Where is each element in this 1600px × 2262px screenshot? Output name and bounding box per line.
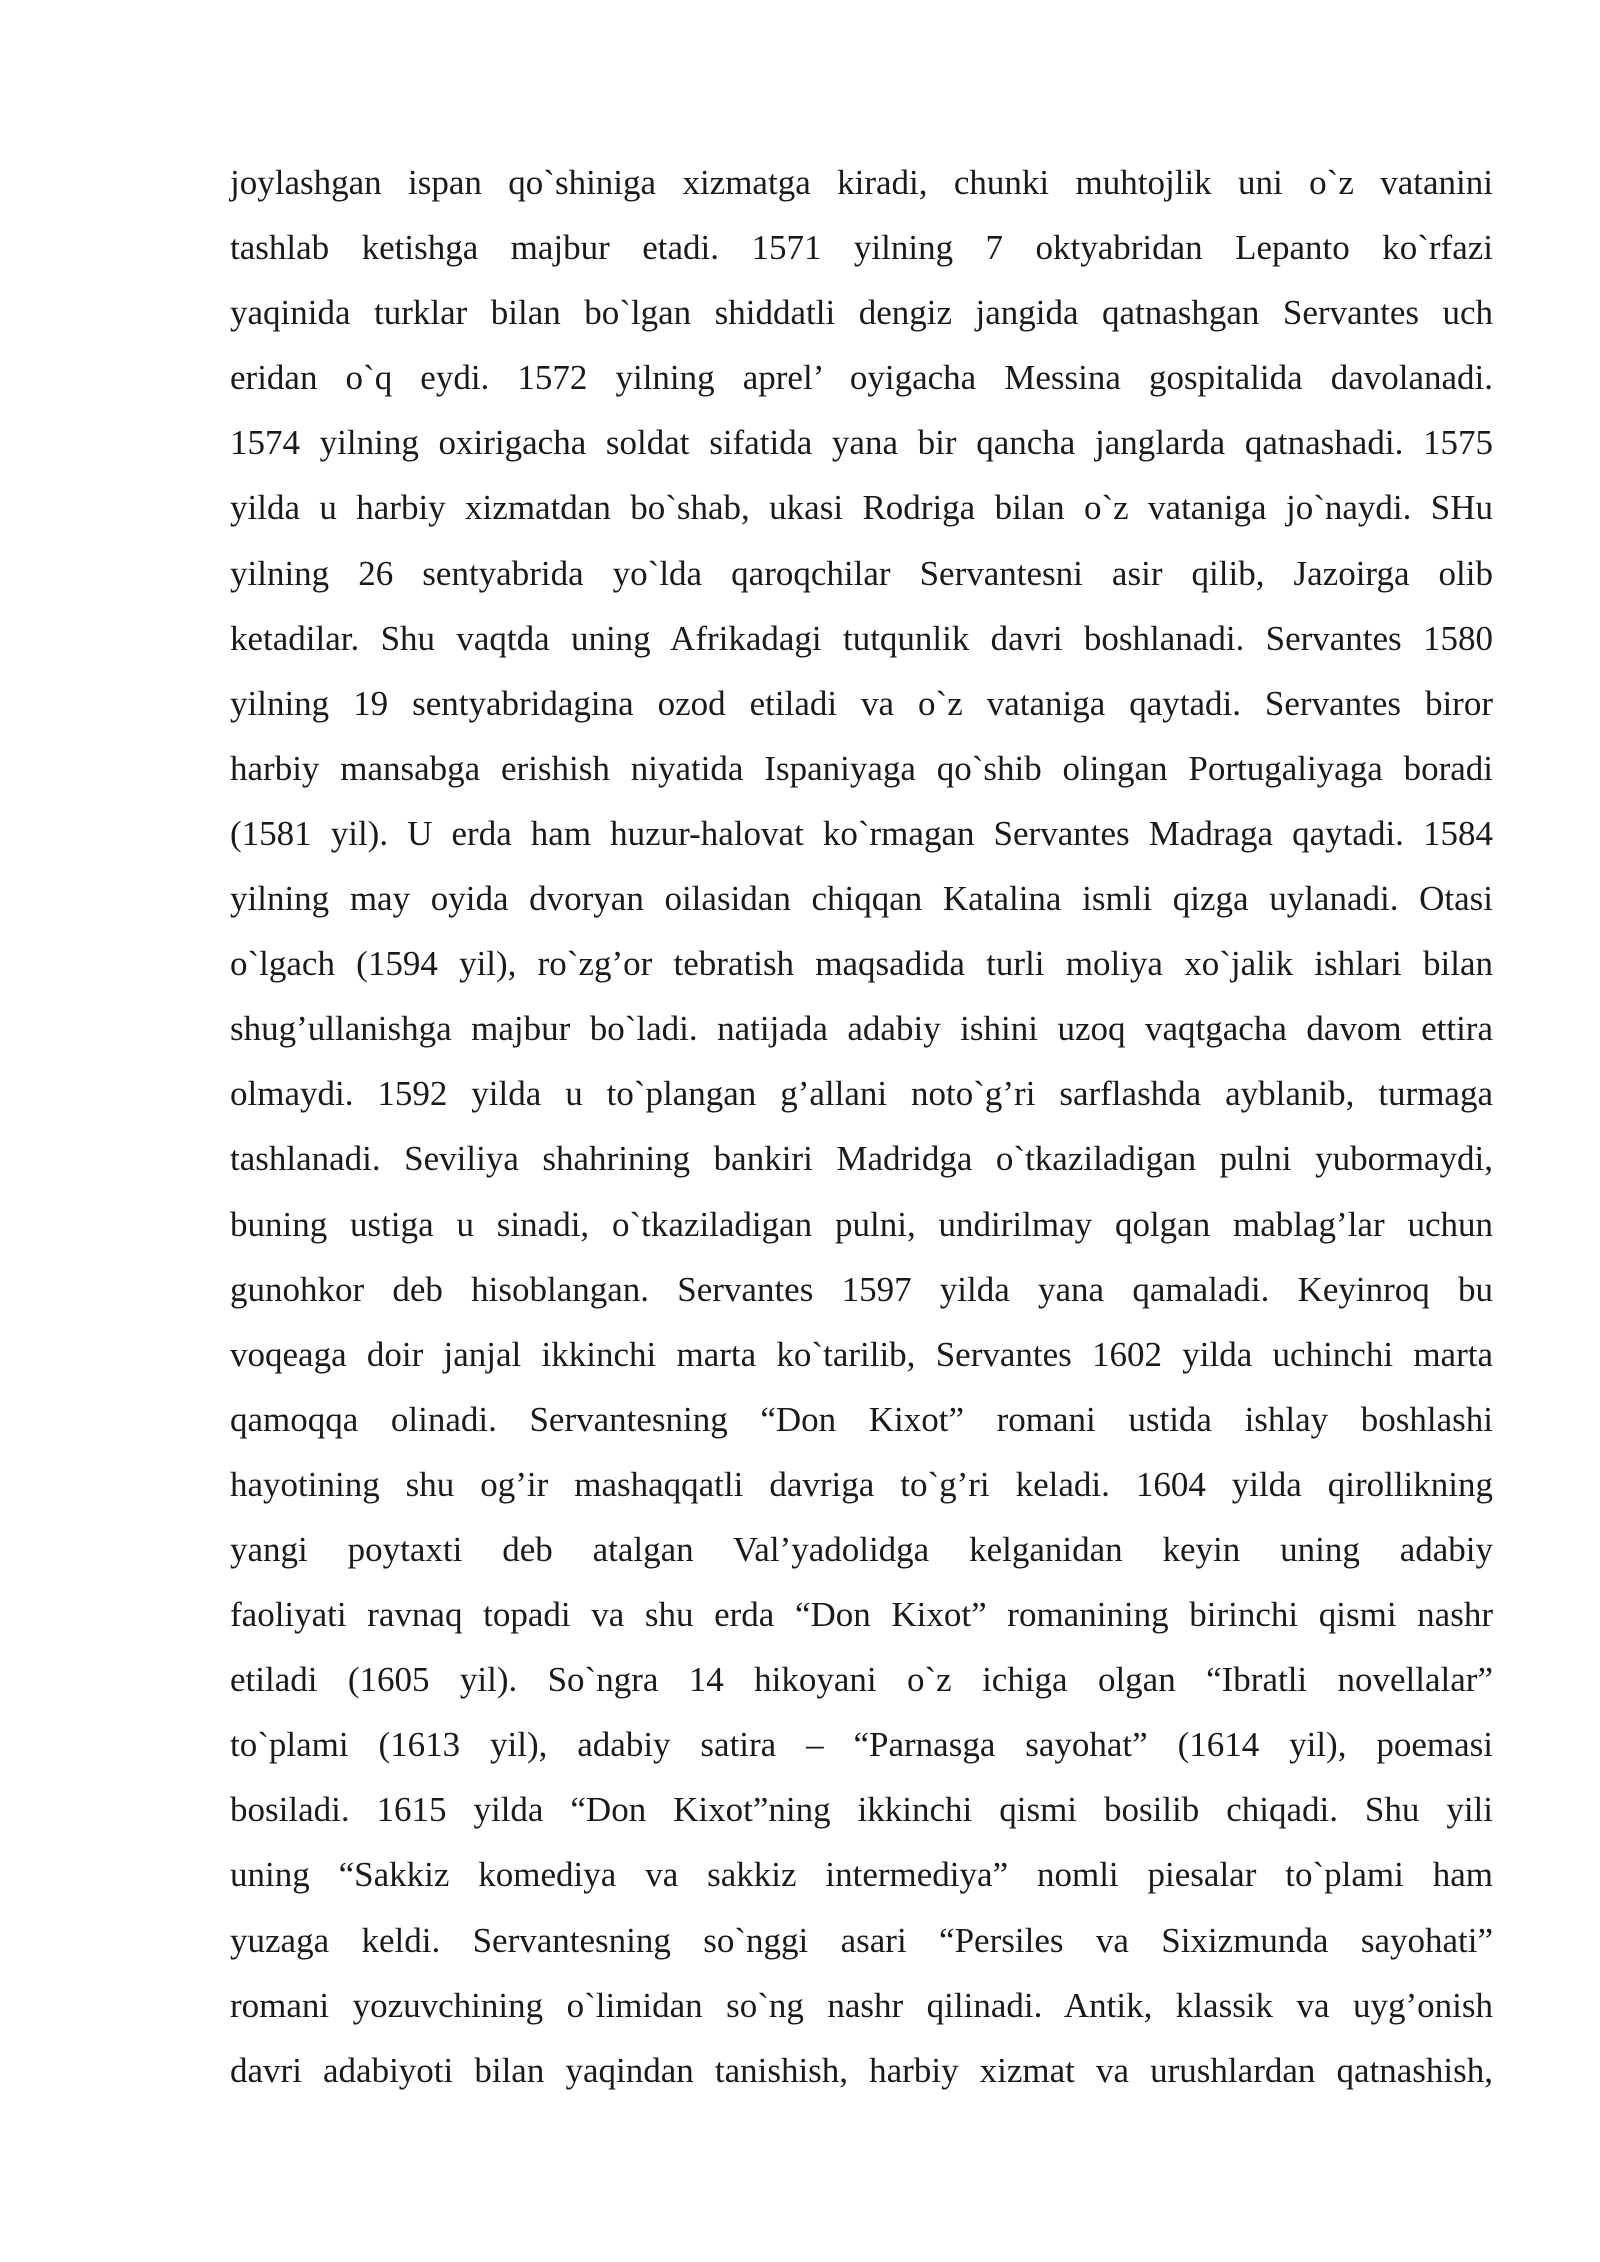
text-line: uning “Sakkiz komediya va sakkiz intermediya” nomli piesalar to`plami ham xyxy=(230,1855,1493,1895)
text-line: olmaydi. 1592 yilda u to`plangan g’allani noto`g’ri sarflashda ayblanib, turmaga xyxy=(230,1074,1493,1114)
text-line: buning ustiga u sinadi, o`tkaziladigan pulni, undirilmay qolgan mablag’lar uchun xyxy=(230,1204,1493,1244)
text-line: harbiy mansabga erishish niyatida Ispaniyaga qo`shib olingan Portugaliyaga boradi xyxy=(230,748,1493,788)
text-line: yaqinida turklar bilan bo`lgan shiddatli dengiz jangida qatnashgan Servantes uch xyxy=(230,293,1493,333)
text-line: etiladi (1605 yil). So`ngra 14 hikoyani o`z ichiga olgan “Ibratli novellalar” xyxy=(230,1660,1493,1700)
body-text xyxy=(230,150,1493,2103)
text-line: tashlanadi. Seviliya shahrining bankiri Madridga o`tkaziladigan pulni yubormaydi, xyxy=(230,1139,1493,1179)
text-line: yilning 26 sentyabrida yo`lda qaroqchilar Servantesni asir qilib, Jazoirga olib xyxy=(230,553,1493,593)
text-line: yilda u harbiy xizmatdan bo`shab, ukasi Rodriga bilan o`z vataniga jo`naydi. SHu xyxy=(230,488,1493,528)
text-line: yangi poytaxti deb atalgan Val’yadolidga kelganidan keyin uning adabiy xyxy=(230,1529,1493,1569)
text-line: yilning may oyida dvoryan oilasidan chiqqan Katalina ismli qizga uylanadi. Otasi xyxy=(230,879,1493,919)
text-line: o`lgach (1594 yil), ro`zg’or tebratish maqsadida turli moliya xo`jalik ishlari bilan xyxy=(230,944,1493,984)
text-line: qamoqqa olinadi. Servantesning “Don Kixot” romani ustida ishlay boshlashi xyxy=(230,1399,1493,1439)
text-line: (1581 yil). U erda ham huzur-halovat ko`rmagan Servantes Madraga qaytadi. 1584 xyxy=(230,813,1493,853)
text-line: bosiladi. 1615 yilda “Don Kixot”ning ikkinchi qismi bosilib chiqadi. Shu yili xyxy=(230,1790,1493,1830)
text-line: yilning 19 sentyabridagina ozod etiladi va o`z vataniga qaytadi. Servantes biror xyxy=(230,683,1493,723)
text-line: davri adabiyoti bilan yaqindan tanishish, harbiy xizmat va urushlardan qatnashish, xyxy=(230,2050,1493,2090)
text-line: ketadilar. Shu vaqtda uning Afrikadagi tutqunlik davri boshlanadi. Servantes 1580 xyxy=(230,618,1493,658)
text-line: 1574 yilning oxirigacha soldat sifatida yana bir qancha janglarda qatnashadi. 1575 xyxy=(230,423,1493,463)
text-line: hayotining shu og’ir mashaqqatli davriga to`g’ri keladi. 1604 yilda qirollikning xyxy=(230,1464,1493,1504)
text-line: joylashgan ispan qo`shiniga xizmatga kiradi, chunki muhtojlik uni o`z vatanini xyxy=(230,163,1493,202)
text-line: to`plami (1613 yil), adabiy satira – “Parnasga sayohat” (1614 yil), poemasi xyxy=(230,1725,1493,1765)
text-line: faoliyati ravnaq topadi va shu erda “Don Kixot” romanining birinchi qismi nashr xyxy=(230,1595,1493,1635)
text-line: tashlab ketishga majbur etadi. 1571 yilning 7 oktyabridan Lepanto ko`rfazi xyxy=(230,228,1493,268)
text-line: eridan o`q eydi. 1572 yilning aprel’ oyigacha Messina gospitalida davolanadi. xyxy=(230,358,1493,398)
text-line: voqeaga doir janjal ikkinchi marta ko`tarilib, Servantes 1602 yilda uchinchi marta xyxy=(230,1334,1493,1374)
text-line: shug’ullanishga majbur bo`ladi. natijada adabiy ishini uzoq vaqtgacha davom ettira xyxy=(230,1009,1493,1049)
text-line: gunohkor deb hisoblangan. Servantes 1597 yilda yana qamaladi. Keyinroq bu xyxy=(230,1269,1493,1309)
text-line: romani yozuvchining o`limidan so`ng nashr qilinadi. Antik, klassik va uyg’onish xyxy=(230,1985,1493,2025)
text-line: yuzaga keldi. Servantesning so`nggi asari “Persiles va Sixizmunda sayohati” xyxy=(230,1920,1493,1960)
